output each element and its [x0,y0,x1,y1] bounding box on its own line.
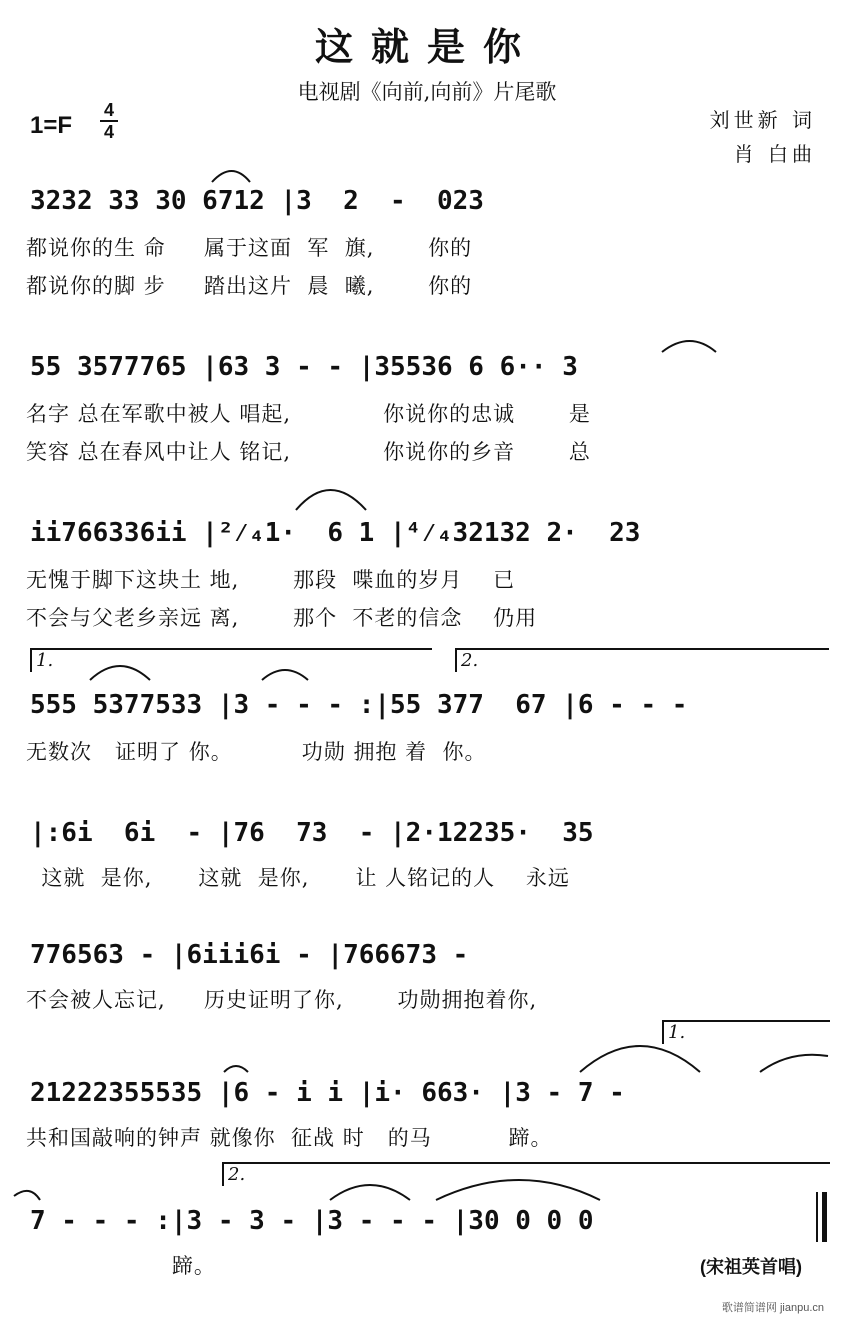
slur [580,1046,700,1072]
lyric-line: 不会被人忘记, 历史证明了你, 功勋拥抱着你, [26,988,538,1012]
lyricist-credit: 刘世新 词 [709,108,816,132]
lyric-line: 都说你的脚 步 踏出这片 晨 曦, 你的 [26,274,473,298]
key-signature: 1=F [30,112,73,139]
slur [760,1055,828,1072]
notes-line: 555 5377533 |3 - - - :|55 377 67 |6 - - - [30,690,688,720]
lyric-line: 这就 是你, 这就 是你, 让 人铭记的人 永远 [26,866,570,890]
lyric-line: 无数次 证明了 你。 功勋 拥抱 着 你。 [26,740,487,764]
volta-label: 1. [668,1022,686,1043]
slur [330,1185,410,1200]
lyric-line: 都说你的生 命 属于这面 军 旗, 你的 [26,236,473,260]
notes-line: 3232 33 30 6712 |3 2 - 023 [30,186,484,216]
time-bottom: 4 [103,122,114,142]
volta-label: 2. [228,1164,246,1185]
slur [212,171,250,182]
song-subtitle: 电视剧《向前,向前》片尾歌 [297,80,557,104]
lyric-line: 蹄。 [26,1254,216,1278]
slur [90,666,150,680]
watermark: 歌谱简谱网 jianpu.cn [721,1302,824,1314]
singer-credit: (宋祖英首唱) [700,1257,802,1277]
composer-credit: 肖 白曲 [733,142,816,166]
notes-line: ii766336ii |²⁄₄1· 6 1 |⁴⁄₄32132 2· 23 [30,518,641,548]
slur [262,670,308,680]
lyric-line: 不会与父老乡亲远 离, 那个 不老的信念 仍用 [26,606,538,630]
lyric-line: 共和国敲响的钟声 就像你 征战 时 的马 蹄。 [26,1126,553,1150]
notes-line: 21222355535 |6 - i i |i· 663· |3 - 7 - [30,1078,625,1108]
slur [662,341,716,352]
notes-line: 55 3577765 |63 3 - - |35536 6 6·· 3 [30,352,578,382]
volta-label: 2. [461,650,479,671]
lyric-line: 笑容 总在春风中让人 铭记, 你说你的乡音 总 [26,440,591,464]
slur [14,1191,40,1200]
lyric-line: 名字 总在军歌中被人 唱起, 你说你的忠诚 是 [26,402,591,426]
notes-line: |:6i 6i - |76 73 - |2·12235· 35 [30,818,594,848]
notes-line: 7 - - - :|3 - 3 - |3 - - - |30 0 0 0 [30,1206,594,1236]
slur [296,490,366,510]
song-title: 这就是你 [314,24,539,69]
lyric-line: 无愧于脚下这块土 地, 那段 喋血的岁月 已 [26,568,516,592]
notes-line: 776563 - |6iii6i - |766673 - [30,940,469,970]
slur [436,1180,600,1200]
slur [224,1066,248,1072]
time-top: 4 [100,100,118,122]
volta-label: 1. [36,650,54,671]
